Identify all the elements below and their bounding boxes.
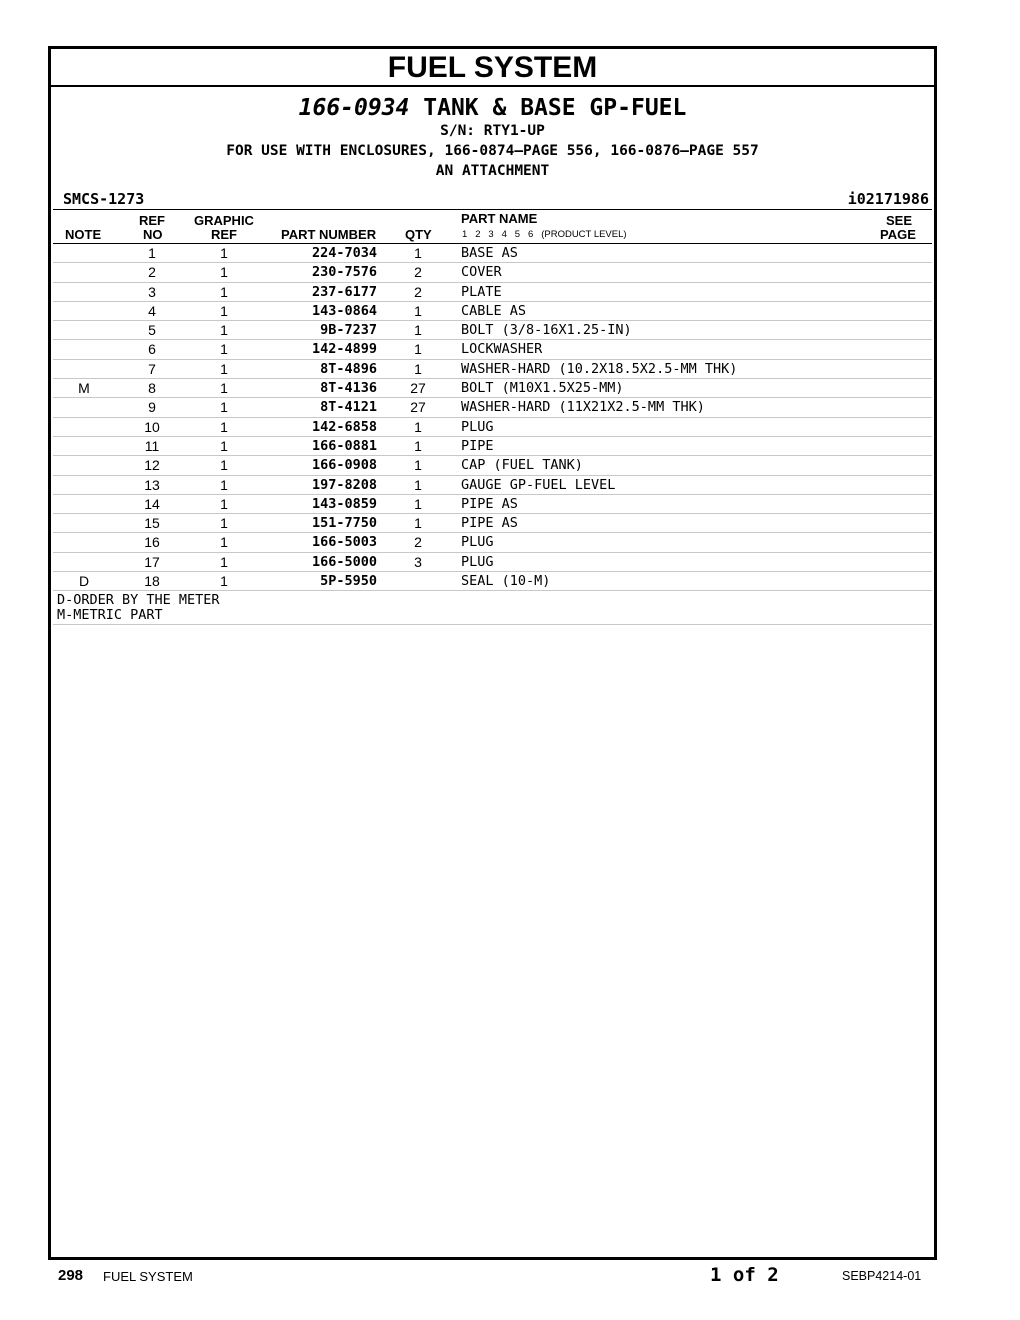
part-number-cell: 8T-4896	[320, 360, 377, 377]
ref-cell: 13	[144, 476, 160, 493]
qty-cell: 3	[414, 553, 422, 570]
footer-document: SEBP4214-01	[842, 1269, 922, 1283]
part-name-cell: COVER	[461, 264, 502, 281]
qty-cell: 1	[414, 302, 422, 319]
part-name-cell: WASHER-HARD (10.2X18.5X2.5-MM THK)	[461, 360, 738, 377]
header-graphic-top: GRAPHIC	[194, 213, 254, 228]
graphic-ref-cell: 1	[220, 283, 228, 300]
header-see-bottom: PAGE	[880, 227, 916, 242]
graphic-ref-cell: 1	[220, 322, 228, 339]
part-number-cell: 142-6858	[311, 418, 377, 435]
attachment-note: AN ATTACHMENT	[435, 163, 550, 179]
part-name-cell: PIPE	[461, 437, 494, 454]
table-row	[53, 553, 932, 572]
ref-cell: 15	[144, 515, 160, 532]
qty-cell: 1	[414, 360, 422, 377]
graphic-ref-cell: 1	[220, 245, 228, 261]
header-see-top: SEE	[886, 213, 913, 228]
qty-cell: 1	[414, 245, 422, 261]
header-graphic-bottom: REF	[211, 227, 237, 242]
table-row	[53, 456, 932, 475]
table-row	[53, 572, 932, 591]
header-part-name: PART NAME	[461, 211, 538, 226]
graphic-ref-cell: 1	[220, 553, 228, 570]
table-row	[53, 533, 932, 552]
graphic-ref-cell: 1	[220, 437, 228, 454]
table-row	[53, 398, 932, 417]
part-name-cell: PIPE AS	[461, 515, 518, 532]
part-name-cell: CABLE AS	[461, 302, 527, 319]
group-title	[51, 95, 934, 121]
part-name-cell: PLUG	[461, 534, 494, 551]
ref-cell: 8	[148, 380, 156, 397]
ref-cell: 11	[144, 437, 160, 454]
part-number-cell: 230-7576	[311, 264, 377, 281]
table-row	[53, 244, 932, 263]
part-number-cell: 143-0864	[311, 302, 377, 319]
part-name-cell: CAP (FUEL TANK)	[461, 457, 583, 474]
page-footer	[0, 1264, 1020, 1288]
part-number-cell: 8T-4121	[320, 399, 377, 416]
graphic-ref-cell: 1	[220, 495, 228, 512]
part-number-cell: 197-8208	[311, 476, 377, 493]
ref-cell: 1	[148, 245, 156, 261]
part-number-cell: 5P-5950	[320, 573, 377, 590]
part-name-cell: PLUG	[461, 553, 494, 570]
note-m: M-METRIC PART	[57, 607, 163, 624]
part-name-cell: WASHER-HARD (11X21X2.5-MM THK)	[461, 399, 705, 416]
usage-note: FOR USE WITH ENCLOSURES, 166-0874—PAGE 556, 166-0876—PAGE 557	[226, 143, 759, 159]
qty-cell: 1	[414, 341, 422, 358]
note-cell: M	[78, 380, 90, 397]
qty-cell: 2	[414, 534, 422, 551]
qty-cell: 1	[414, 322, 422, 339]
qty-cell: 1	[414, 515, 422, 532]
part-number-cell: 142-4899	[311, 341, 377, 358]
header-product-level: 1 2 3 4 5 6 (PRODUCT LEVEL)	[462, 229, 627, 240]
part-number-cell: 166-5003	[311, 534, 377, 551]
note-cell: D	[78, 573, 90, 590]
graphic-ref-cell: 1	[220, 302, 228, 319]
part-number-cell: 166-0908	[311, 457, 377, 474]
ref-cell: 6	[148, 341, 156, 358]
ref-cell: 10	[144, 418, 160, 435]
qty-cell: 1	[414, 495, 422, 512]
smcs-code: SMCS-1273	[63, 190, 145, 208]
table-row	[53, 263, 932, 282]
qty-cell: 1	[414, 457, 422, 474]
header-ref-bottom: NO	[143, 227, 163, 242]
parts-table	[53, 244, 932, 591]
graphic-ref-cell: 1	[220, 418, 228, 435]
graphic-ref-cell: 1	[220, 380, 228, 397]
part-name-cell: BASE AS	[461, 245, 518, 261]
ref-cell: 14	[144, 495, 160, 512]
illustration-id: i02171986	[847, 190, 929, 208]
graphic-ref-cell: 1	[220, 476, 228, 493]
footer-section: FUEL SYSTEM	[103, 1269, 193, 1284]
part-number-cell: 166-0881	[311, 437, 377, 454]
part-name-cell: PLUG	[461, 418, 494, 435]
ref-cell: 7	[148, 360, 156, 377]
footer-page-number: 298	[58, 1267, 84, 1284]
notes-block	[53, 591, 932, 625]
part-name-cell: BOLT (3/8-16X1.25-IN)	[461, 322, 632, 339]
graphic-ref-cell: 1	[220, 399, 228, 416]
header-part-number: PART NUMBER	[281, 227, 377, 242]
part-number-cell: 151-7750	[311, 515, 377, 532]
graphic-ref-cell: 1	[220, 515, 228, 532]
header-ref-top: REF	[139, 213, 165, 228]
ref-cell: 17	[144, 553, 160, 570]
table-row	[53, 302, 932, 321]
graphic-ref-cell: 1	[220, 457, 228, 474]
part-name-cell: PLATE	[461, 283, 502, 300]
ref-cell: 5	[148, 322, 156, 339]
ref-cell: 9	[148, 399, 156, 416]
graphic-ref-cell: 1	[220, 264, 228, 281]
table-row	[53, 360, 932, 379]
part-number-cell: 8T-4136	[320, 380, 377, 397]
footer-page-of: 1 of 2	[710, 1264, 779, 1286]
page-title: FUEL SYSTEM	[51, 49, 934, 87]
part-name-cell: PIPE AS	[461, 495, 518, 512]
ref-cell: 16	[144, 534, 160, 551]
table-row	[53, 418, 932, 437]
note-d: D-ORDER BY THE METER	[57, 592, 220, 609]
part-name-cell: BOLT (M10X1.5X25-MM)	[461, 380, 624, 397]
part-number-cell: 9B-7237	[320, 322, 377, 339]
qty-cell: 1	[414, 437, 422, 454]
qty-cell: 27	[410, 399, 426, 416]
qty-cell: 2	[414, 264, 422, 281]
header-note: NOTE	[65, 227, 102, 242]
part-name-cell: LOCKWASHER	[461, 341, 543, 358]
table-row	[53, 437, 932, 456]
part-number-cell: 166-5000	[311, 553, 377, 570]
table-row	[53, 321, 932, 340]
part-number-cell: 224-7034	[311, 245, 377, 261]
ref-cell: 3	[148, 283, 156, 300]
ref-cell: 18	[144, 573, 160, 590]
table-row	[53, 379, 932, 398]
graphic-ref-cell: 1	[220, 360, 228, 377]
part-number-cell: 143-0859	[311, 495, 377, 512]
table-row	[53, 514, 932, 533]
part-name-cell: GAUGE GP-FUEL LEVEL	[461, 476, 616, 493]
part-number-cell: 237-6177	[311, 283, 377, 300]
ref-cell: 4	[148, 302, 156, 319]
table-header	[53, 209, 932, 244]
qty-cell: 27	[410, 380, 426, 397]
table-row	[53, 340, 932, 359]
page-frame	[48, 46, 937, 1260]
graphic-ref-cell: 1	[220, 534, 228, 551]
group-name: TANK & BASE GP-FUEL	[423, 95, 687, 121]
qty-cell: 1	[414, 418, 422, 435]
header-qty: QTY	[405, 227, 432, 242]
group-part-number: 166-0934	[298, 95, 410, 121]
qty-cell: 2	[414, 283, 422, 300]
qty-cell: 1	[414, 476, 422, 493]
serial-range: S/N: RTY1-UP	[440, 123, 545, 139]
ref-cell: 2	[148, 264, 156, 281]
graphic-ref-cell: 1	[220, 341, 228, 358]
ref-cell: 12	[144, 457, 160, 474]
graphic-ref-cell: 1	[220, 573, 228, 590]
smcs-row	[51, 187, 934, 209]
table-row	[53, 476, 932, 495]
part-name-cell: SEAL (10-M)	[461, 573, 551, 590]
table-row	[53, 495, 932, 514]
table-row	[53, 283, 932, 302]
